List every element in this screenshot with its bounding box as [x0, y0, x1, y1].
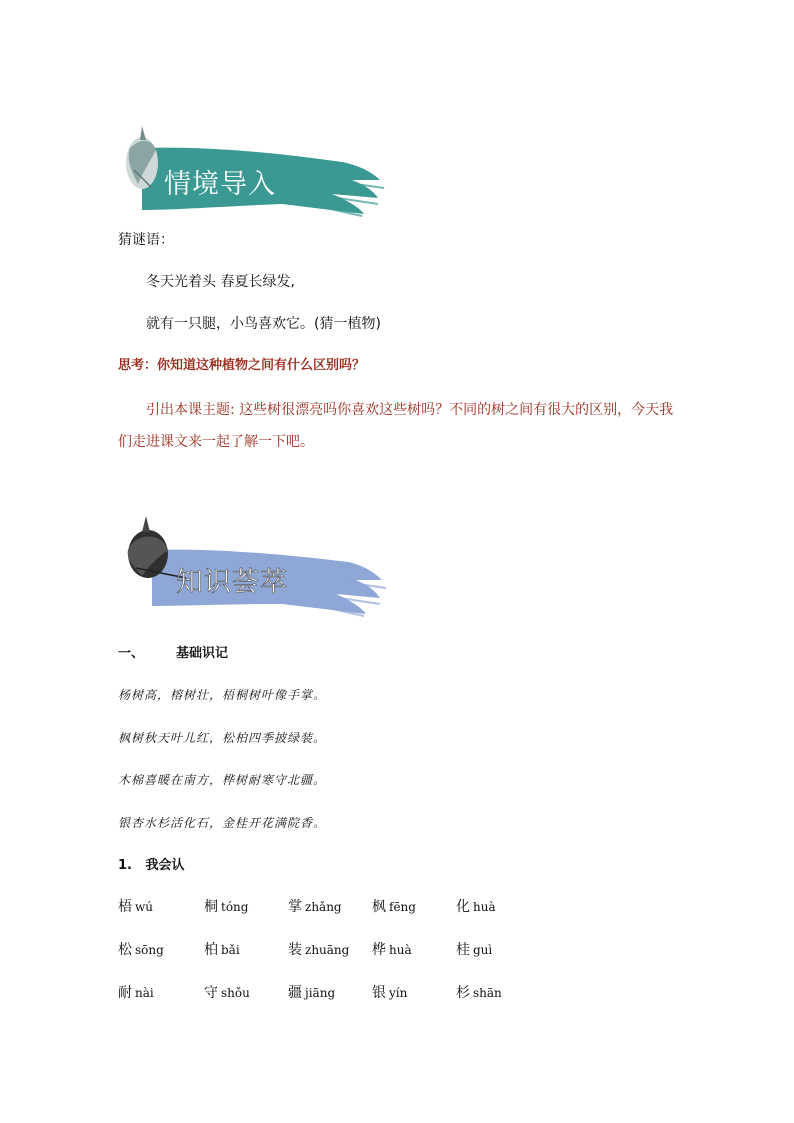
- hanzi: 桂: [456, 942, 470, 958]
- character-row: [118, 939, 598, 982]
- hanzi: 银: [372, 985, 386, 1001]
- riddle-label: 猜谜语：: [118, 232, 174, 248]
- pinyin: huà: [473, 900, 496, 914]
- pinyin: zhǎng: [305, 900, 342, 914]
- character-row: [118, 896, 598, 939]
- hanzi: 装: [288, 942, 302, 958]
- pinyin: shān: [473, 986, 502, 1000]
- pinyin: huà: [389, 943, 412, 957]
- hanzi: 松: [118, 942, 132, 958]
- topic-paragraph: [118, 394, 678, 458]
- hanzi: 桐: [204, 899, 218, 915]
- character-row: [118, 982, 598, 1025]
- basics-heading: 基础识记: [176, 646, 229, 661]
- topic-line-2: 们走进课文来一起了解一下吧。: [118, 434, 314, 450]
- pinyin: fēng: [389, 900, 416, 914]
- pinyin: yín: [389, 986, 408, 1000]
- character-grid: [118, 896, 598, 1025]
- pinyin: bǎi: [221, 943, 240, 957]
- section-title-knowledge: 知识荟萃: [176, 567, 288, 598]
- verse-line-2: 枫树秋天叶儿红，松柏四季披绿装。: [118, 731, 327, 745]
- pinyin: nài: [135, 986, 154, 1000]
- character-item: [204, 939, 240, 959]
- pinyin: sōng: [135, 943, 164, 957]
- character-item: [118, 982, 154, 1002]
- riddle-line-2: 就有一只腿，小鸟喜欢它。(猜一植物): [146, 316, 381, 332]
- character-item: [204, 896, 248, 916]
- character-item: [372, 982, 407, 1002]
- character-item: [118, 939, 164, 959]
- character-item: [288, 982, 335, 1002]
- hanzi: 柏: [204, 942, 218, 958]
- character-item: [118, 896, 153, 916]
- pinyin: tóng: [221, 900, 249, 914]
- section-title-intro: 情境导入: [164, 169, 276, 200]
- character-item: [456, 939, 492, 959]
- hanzi: 掌: [288, 899, 302, 915]
- riddle-line-1: 冬天光着头 春夏长绿发,: [146, 274, 295, 290]
- hanzi: 桦: [372, 942, 386, 958]
- basics-number: 一、: [118, 646, 145, 661]
- topic-line-1: 引出本课主题: 这些树很漂亮吗你喜欢这些树吗？不同的树之间有很大的区别，今天我: [146, 402, 674, 418]
- hanzi: 耐: [118, 985, 132, 1001]
- hanzi: 疆: [288, 985, 302, 1001]
- verse-line-4: 银杏水杉活化石，金桂开花满院香。: [118, 816, 327, 830]
- think-question: 思考：你知道这种植物之间有什么区别吗？: [118, 358, 366, 373]
- pinyin: wú: [135, 900, 153, 914]
- character-item: [456, 982, 502, 1002]
- pinyin: guì: [473, 943, 493, 957]
- verse-line-1: 杨树高，榕树壮，梧桐树叶像手掌。: [118, 688, 327, 702]
- hanzi: 枫: [372, 899, 386, 915]
- pinyin: shǒu: [221, 986, 250, 1000]
- hanzi: 守: [204, 985, 218, 1001]
- character-item: [456, 896, 496, 916]
- verse-line-3: 木棉喜暖在南方，桦树耐寒守北疆。: [118, 773, 327, 787]
- hanzi: 化: [456, 899, 470, 915]
- character-item: [288, 896, 342, 916]
- hanzi: 杉: [456, 985, 470, 1001]
- section-banner-knowledge: [112, 514, 392, 624]
- character-item: [288, 939, 349, 959]
- pinyin: jiāng: [305, 986, 336, 1000]
- character-item: [204, 982, 250, 1002]
- character-item: [372, 896, 416, 916]
- character-item: [372, 939, 412, 959]
- pinyin: zhuāng: [305, 943, 350, 957]
- section-banner-intro: [112, 118, 392, 228]
- hanzi: 梧: [118, 899, 132, 915]
- recognize-heading: 1. 我会认: [118, 858, 185, 873]
